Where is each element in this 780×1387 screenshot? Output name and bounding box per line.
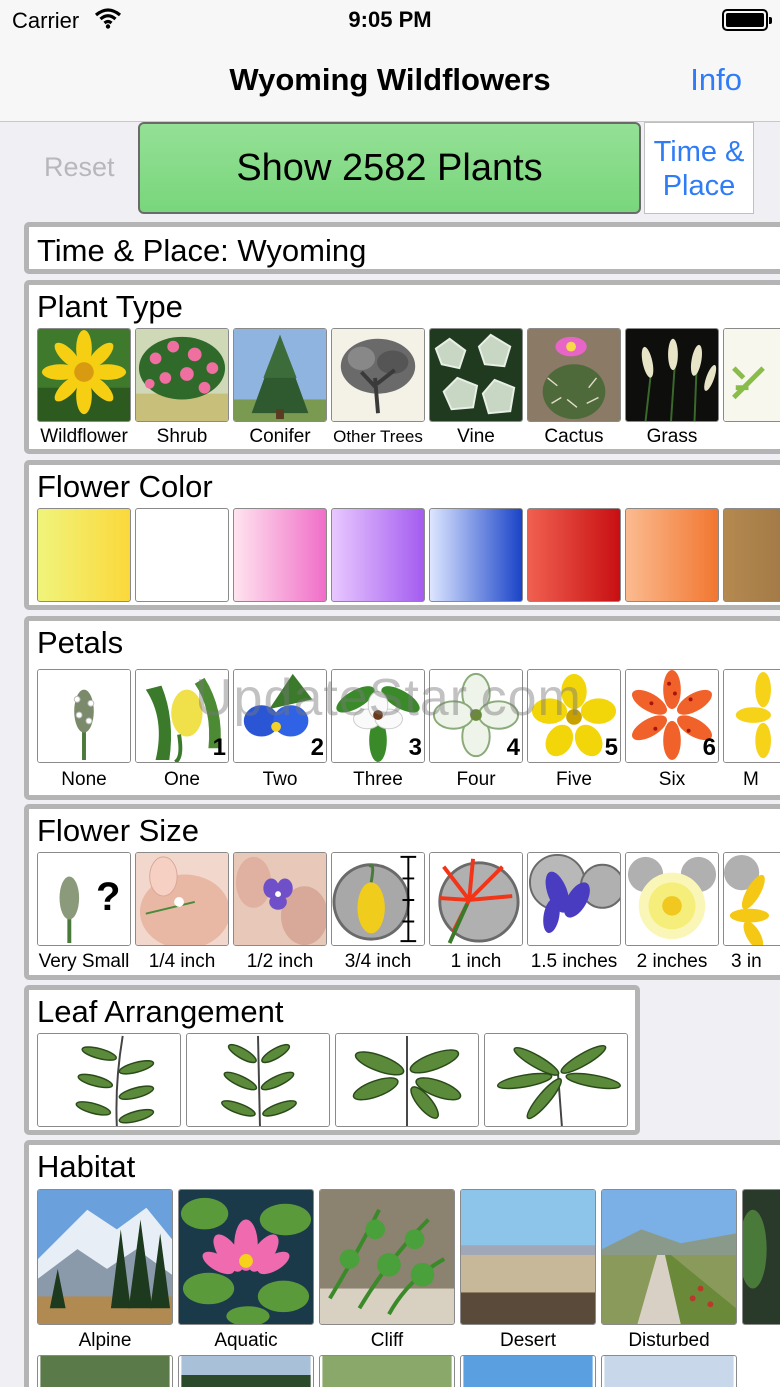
size-half-inch[interactable] (233, 852, 327, 946)
petals-label: Two (262, 769, 298, 790)
status-time: 9:05 PM (348, 7, 432, 32)
petals-two[interactable] (233, 669, 327, 763)
habitat-tile-row2[interactable] (37, 1355, 173, 1387)
petal-count: 4 (506, 734, 520, 761)
habitat-tile-row2[interactable] (319, 1355, 455, 1387)
petal-count: 1 (212, 734, 226, 761)
navigation-bar (0, 42, 780, 122)
show-plants-label: Show 2582 Plants (236, 146, 543, 189)
habitat-disturbed[interactable] (601, 1189, 737, 1325)
reset-button[interactable]: Reset (44, 152, 115, 182)
plant-type-label: Grass (646, 426, 698, 447)
time-place-button[interactable] (644, 122, 754, 214)
time-place-title: Time & Place: Wyoming (37, 233, 367, 268)
carrier-label: Carrier (12, 8, 80, 33)
flower-size-label: 3 in (731, 951, 762, 972)
petals-many[interactable] (723, 669, 780, 763)
battery-icon (722, 9, 768, 31)
plant-type-label: Wildflower (40, 426, 128, 447)
size-three-quarter-inch[interactable] (331, 852, 425, 946)
time-place-label-line2: Place (662, 170, 736, 202)
habitat-tile-row2[interactable] (178, 1355, 314, 1387)
petal-count: 3 (408, 734, 422, 761)
flower-color-swatch[interactable] (429, 508, 523, 602)
petals-five[interactable] (527, 669, 621, 763)
flower-size-title: Flower Size (37, 813, 199, 848)
petals-none[interactable] (37, 669, 131, 763)
habitat-title: Habitat (37, 1149, 136, 1184)
petal-count: 2 (310, 734, 324, 761)
habitat-desert[interactable] (460, 1189, 596, 1325)
flower-size-label: 2 inches (636, 951, 708, 972)
size-very-small[interactable] (37, 852, 131, 946)
plant-type-grass[interactable] (625, 328, 719, 422)
petals-four[interactable] (429, 669, 523, 763)
habitat-tile-row2[interactable] (601, 1355, 737, 1387)
flower-size-label: 1/4 inch (148, 951, 216, 972)
plant-type-section (24, 280, 780, 454)
plant-type-other-trees[interactable] (331, 328, 425, 422)
flower-size-label: Very Small (38, 951, 130, 972)
time-place-label-line1: Time & (653, 136, 745, 168)
habitat-aquatic[interactable] (178, 1189, 314, 1325)
petals-label: None (61, 769, 107, 790)
status-bar (0, 0, 780, 42)
time-place-section[interactable] (24, 222, 780, 274)
habitat-label: Aquatic (214, 1330, 278, 1351)
flower-color-swatch[interactable] (233, 508, 327, 602)
size-quarter-inch[interactable] (135, 852, 229, 946)
plant-type-label: Shrub (156, 426, 208, 447)
habitat-cliff[interactable] (319, 1189, 455, 1325)
watermark-text: UpdateStar.com (195, 669, 582, 727)
petals-label: Four (456, 769, 496, 790)
plant-type-more[interactable] (723, 328, 780, 422)
flower-size-label: 1 inch (450, 951, 502, 972)
plant-type-cactus[interactable] (527, 328, 621, 422)
flower-size-label: 1/2 inch (246, 951, 314, 972)
plant-type-label: Vine (457, 426, 495, 447)
habitat-tile-row2[interactable] (460, 1355, 596, 1387)
leaf-arrangement-title: Leaf Arrangement (37, 994, 284, 1029)
plant-type-title: Plant Type (37, 289, 183, 324)
habitat-label: Desert (500, 1330, 556, 1351)
flower-color-title: Flower Color (37, 469, 213, 504)
habitat-label: Cliff (370, 1330, 404, 1351)
leaf-opposite[interactable] (186, 1033, 330, 1127)
habitat-more[interactable] (742, 1189, 780, 1325)
plant-type-label: Conifer (249, 426, 311, 447)
size-two-inches[interactable] (625, 852, 719, 946)
flower-size-label: 1.5 inches (530, 951, 618, 972)
size-one-and-half-inches[interactable] (527, 852, 621, 946)
habitat-alpine[interactable] (37, 1189, 173, 1325)
petals-section (24, 616, 780, 800)
petals-label: Five (556, 769, 592, 790)
plant-type-label: Cactus (544, 426, 604, 447)
petals-one[interactable] (135, 669, 229, 763)
petals-three[interactable] (331, 669, 425, 763)
petals-label: Three (353, 769, 403, 790)
plant-type-label: Other Trees (333, 427, 423, 446)
flower-color-swatch[interactable] (723, 508, 780, 602)
leaf-whorled[interactable] (335, 1033, 479, 1127)
plant-type-conifer[interactable] (233, 328, 327, 422)
info-button[interactable]: Info (690, 62, 742, 97)
petal-count: 5 (604, 734, 618, 761)
show-plants-button[interactable] (138, 122, 641, 214)
size-three-inches[interactable] (723, 852, 780, 946)
flower-color-section (24, 460, 780, 610)
habitat-section (24, 1140, 780, 1387)
petals-six[interactable] (625, 669, 719, 763)
page-title: Wyoming Wildflowers (229, 62, 551, 97)
size-question-mark: ? (96, 875, 121, 919)
flower-size-label: 3/4 inch (344, 951, 412, 972)
filter-toolbar (0, 122, 780, 217)
leaf-arrangement-section (24, 985, 640, 1135)
flower-size-section (24, 804, 780, 980)
petals-label: One (164, 769, 200, 790)
plant-type-wildflower[interactable] (37, 328, 131, 422)
habitat-label: Disturbed (628, 1330, 710, 1351)
size-one-inch[interactable] (429, 852, 523, 946)
plant-type-vine[interactable] (429, 328, 523, 422)
plant-type-shrub[interactable] (135, 328, 229, 422)
petals-label: M (743, 769, 759, 790)
leaf-alternate[interactable] (37, 1033, 181, 1127)
flower-color-swatch[interactable] (37, 508, 131, 602)
flower-color-swatch[interactable] (625, 508, 719, 602)
habitat-label: Alpine (78, 1330, 132, 1351)
flower-color-swatch[interactable] (527, 508, 621, 602)
petals-title: Petals (37, 625, 124, 660)
petal-count: 6 (702, 734, 716, 761)
flower-color-swatch[interactable] (135, 508, 229, 602)
petals-label: Six (658, 769, 686, 790)
flower-color-swatch[interactable] (331, 508, 425, 602)
leaf-palmate[interactable] (484, 1033, 628, 1127)
